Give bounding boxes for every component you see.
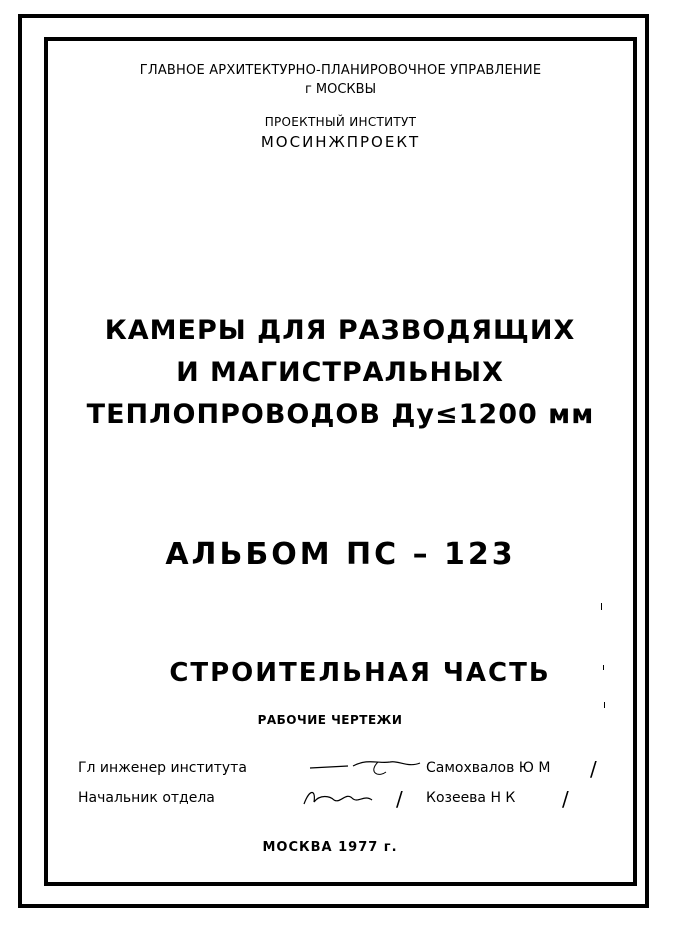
signature-role: Начальник отдела <box>78 790 215 806</box>
signature-name: Самохвалов Ю М <box>426 760 551 776</box>
scan-speck <box>601 603 602 610</box>
title-line-2: И МАГИСТРАЛЬНЫХ <box>176 357 504 388</box>
city-year: МОСКВА 1977 г. <box>262 840 398 855</box>
signature-name: Козеева Н К <box>426 790 516 806</box>
title-line-1: КАМЕРЫ ДЛЯ РАЗВОДЯЩИХ <box>104 315 576 346</box>
title-line-3: ТЕПЛОПРОВОДОВ Ду≤1200 мм <box>86 399 595 430</box>
scan-speck <box>603 665 604 670</box>
organization-name: ГЛАВНОЕ АРХИТЕКТУРНО-ПЛАНИРОВОЧНОЕ УПРАВЛЕНИЕ <box>139 63 542 78</box>
signature-row-department-head <box>78 787 623 812</box>
handwritten-signature <box>300 784 380 814</box>
part-title: СТРОИТЕЛЬНАЯ ЧАСТЬ <box>169 658 551 688</box>
slash-mark: / <box>396 787 403 811</box>
signature-role: Гл инженер института <box>78 760 247 776</box>
slash-mark: / <box>562 787 569 811</box>
document-type: РАБОЧИЕ ЧЕРТЕЖИ <box>257 713 403 727</box>
organization-city: г МОСКВЫ <box>304 82 377 97</box>
slash-mark: / <box>590 757 597 781</box>
handwritten-signature <box>308 754 438 784</box>
institute-label: ПРОЕКТНЫЙ ИНСТИТУТ <box>264 115 417 129</box>
album-number: АЛЬБОМ ПС – 123 <box>165 537 516 572</box>
institute-name: МОСИНЖПРОЕКТ <box>260 133 421 151</box>
signature-row-chief-engineer <box>78 757 623 782</box>
scan-speck <box>604 702 605 708</box>
